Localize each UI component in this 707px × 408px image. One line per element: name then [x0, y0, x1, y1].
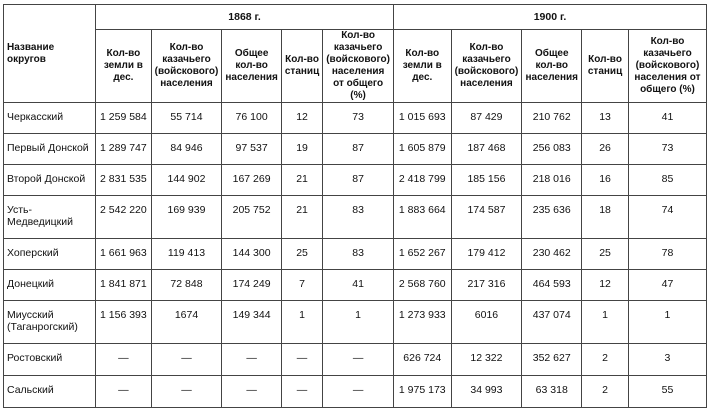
cell-cossack-pop-1868: 84 946 [151, 134, 222, 165]
cell-percent-1868: — [323, 344, 394, 376]
district-name: Ростовский [4, 344, 96, 376]
district-name: Миусский (Таганрогский) [4, 301, 96, 344]
table-row [4, 103, 707, 134]
table-row [4, 301, 707, 344]
district-name: Второй Донской [4, 165, 96, 196]
cell-percent-1900: 74 [628, 196, 706, 239]
cell-stanitsas-1900: 13 [582, 103, 629, 134]
cell-percent-1900: 73 [628, 134, 706, 165]
district-name: Черкасский [4, 103, 96, 134]
cell-land-1900: 2 418 799 [393, 165, 451, 196]
cell-stanitsas-1900: 18 [582, 196, 629, 239]
cell-cossack-pop-1900: 217 316 [451, 270, 522, 301]
table-row [4, 239, 707, 270]
district-name: Усть-Медведицкий [4, 196, 96, 239]
cell-total-pop-1900: 63 318 [522, 376, 582, 408]
cell-total-pop-1900: 218 016 [522, 165, 582, 196]
cell-land-1900: 1 883 664 [393, 196, 451, 239]
cell-land-1900: 1 605 879 [393, 134, 451, 165]
cell-percent-1900: 55 [628, 376, 706, 408]
table-body [4, 103, 707, 408]
cell-total-pop-1900: 437 074 [522, 301, 582, 344]
cell-percent-1868: 73 [323, 103, 394, 134]
cell-percent-1900: 41 [628, 103, 706, 134]
cell-percent-1900: 85 [628, 165, 706, 196]
cell-stanitsas-1900: 12 [582, 270, 629, 301]
cell-stanitsas-1868: 12 [281, 103, 322, 134]
cell-cossack-pop-1868: — [151, 344, 222, 376]
cell-cossack-pop-1868: 169 939 [151, 196, 222, 239]
year-1868-header: 1868 г. [96, 5, 394, 30]
table-row [4, 134, 707, 165]
cell-land-1900: 1 015 693 [393, 103, 451, 134]
cell-percent-1900: 1 [628, 301, 706, 344]
cell-stanitsas-1900: 1 [582, 301, 629, 344]
cell-total-pop-1868: 149 344 [222, 301, 282, 344]
table-row [4, 270, 707, 301]
cell-total-pop-1900: 210 762 [522, 103, 582, 134]
cell-percent-1868: 83 [323, 239, 394, 270]
cell-land-1868: 1 156 393 [96, 301, 151, 344]
cell-total-pop-1868: — [222, 376, 282, 408]
districts-table [3, 4, 707, 408]
cell-total-pop-1868: — [222, 344, 282, 376]
cell-stanitsas-1900: 25 [582, 239, 629, 270]
table-row [4, 165, 707, 196]
col-header-land-1900: Кол-во земли в дес. [393, 30, 451, 103]
col-header-cossack-pop-1900: Кол-во казачьего (войскового) населения [451, 30, 522, 103]
cell-land-1868: 1 661 963 [96, 239, 151, 270]
district-name: Донецкий [4, 270, 96, 301]
table-row [4, 376, 707, 408]
cell-land-1900: 1 273 933 [393, 301, 451, 344]
cell-stanitsas-1868: 21 [281, 196, 322, 239]
cell-percent-1900: 47 [628, 270, 706, 301]
cell-stanitsas-1868: — [281, 376, 322, 408]
cell-stanitsas-1868: 1 [281, 301, 322, 344]
table-row [4, 196, 707, 239]
col-header-cossack-pop-1868: Кол-во казачьего (войскового) населения [151, 30, 222, 103]
cell-land-1868: — [96, 344, 151, 376]
cell-cossack-pop-1900: 6016 [451, 301, 522, 344]
cell-cossack-pop-1868: — [151, 376, 222, 408]
cell-stanitsas-1900: 26 [582, 134, 629, 165]
cell-percent-1868: 87 [323, 134, 394, 165]
cell-cossack-pop-1900: 12 322 [451, 344, 522, 376]
district-name: Хоперский [4, 239, 96, 270]
cell-cossack-pop-1900: 174 587 [451, 196, 522, 239]
district-name: Первый Донской [4, 134, 96, 165]
cell-percent-1900: 3 [628, 344, 706, 376]
district-name: Сальский [4, 376, 96, 408]
cell-percent-1868: — [323, 376, 394, 408]
cell-total-pop-1900: 352 627 [522, 344, 582, 376]
cell-land-1868: 1 259 584 [96, 103, 151, 134]
cell-stanitsas-1868: 25 [281, 239, 322, 270]
cell-land-1868: 1 289 747 [96, 134, 151, 165]
cell-cossack-pop-1868: 55 714 [151, 103, 222, 134]
cell-cossack-pop-1900: 185 156 [451, 165, 522, 196]
cell-stanitsas-1900: 16 [582, 165, 629, 196]
cell-land-1900: 626 724 [393, 344, 451, 376]
cell-cossack-pop-1868: 144 902 [151, 165, 222, 196]
cell-land-1868: 2 542 220 [96, 196, 151, 239]
cell-total-pop-1868: 167 269 [222, 165, 282, 196]
cell-cossack-pop-1868: 72 848 [151, 270, 222, 301]
cell-cossack-pop-1900: 87 429 [451, 103, 522, 134]
cell-land-1868: 2 831 535 [96, 165, 151, 196]
col-header-total-pop-1900: Общее кол-во населения [522, 30, 582, 103]
cell-cossack-pop-1868: 119 413 [151, 239, 222, 270]
cell-percent-1900: 78 [628, 239, 706, 270]
cell-land-1900: 1 652 267 [393, 239, 451, 270]
cell-total-pop-1900: 235 636 [522, 196, 582, 239]
col-header-land-1868: Кол-во земли в дес. [96, 30, 151, 103]
cell-total-pop-1868: 144 300 [222, 239, 282, 270]
cell-land-1868: 1 841 871 [96, 270, 151, 301]
cell-total-pop-1868: 205 752 [222, 196, 282, 239]
cell-percent-1868: 83 [323, 196, 394, 239]
col-header-stanitsas-1900: Кол-во станиц [582, 30, 629, 103]
cell-total-pop-1900: 464 593 [522, 270, 582, 301]
cell-total-pop-1900: 230 462 [522, 239, 582, 270]
cell-stanitsas-1868: — [281, 344, 322, 376]
cell-cossack-pop-1900: 187 468 [451, 134, 522, 165]
cell-total-pop-1868: 97 537 [222, 134, 282, 165]
cell-land-1900: 2 568 760 [393, 270, 451, 301]
col-header-stanitsas-1868: Кол-во станиц [281, 30, 322, 103]
cell-percent-1868: 41 [323, 270, 394, 301]
cell-stanitsas-1868: 21 [281, 165, 322, 196]
cell-land-1868: — [96, 376, 151, 408]
name-column-header: Название округов [4, 5, 96, 103]
cell-total-pop-1868: 174 249 [222, 270, 282, 301]
cell-cossack-pop-1900: 179 412 [451, 239, 522, 270]
cell-total-pop-1900: 256 083 [522, 134, 582, 165]
cell-stanitsas-1868: 19 [281, 134, 322, 165]
cell-total-pop-1868: 76 100 [222, 103, 282, 134]
cell-percent-1868: 1 [323, 301, 394, 344]
cell-stanitsas-1900: 2 [582, 376, 629, 408]
cell-percent-1868: 87 [323, 165, 394, 196]
cell-land-1900: 1 975 173 [393, 376, 451, 408]
cell-stanitsas-1868: 7 [281, 270, 322, 301]
table-wrapper [3, 4, 707, 408]
col-header-percent-1868: Кол-во казачьего (войскового) населения от общего (%) [323, 30, 394, 103]
table-row [4, 344, 707, 376]
year-1900-header: 1900 г. [393, 5, 706, 30]
col-header-total-pop-1868: Общее кол-во населения [222, 30, 282, 103]
col-header-percent-1900: Кол-во казачьего (войскового) населения от общего (%) [628, 30, 706, 103]
cell-cossack-pop-1868: 1674 [151, 301, 222, 344]
cell-cossack-pop-1900: 34 993 [451, 376, 522, 408]
cell-stanitsas-1900: 2 [582, 344, 629, 376]
